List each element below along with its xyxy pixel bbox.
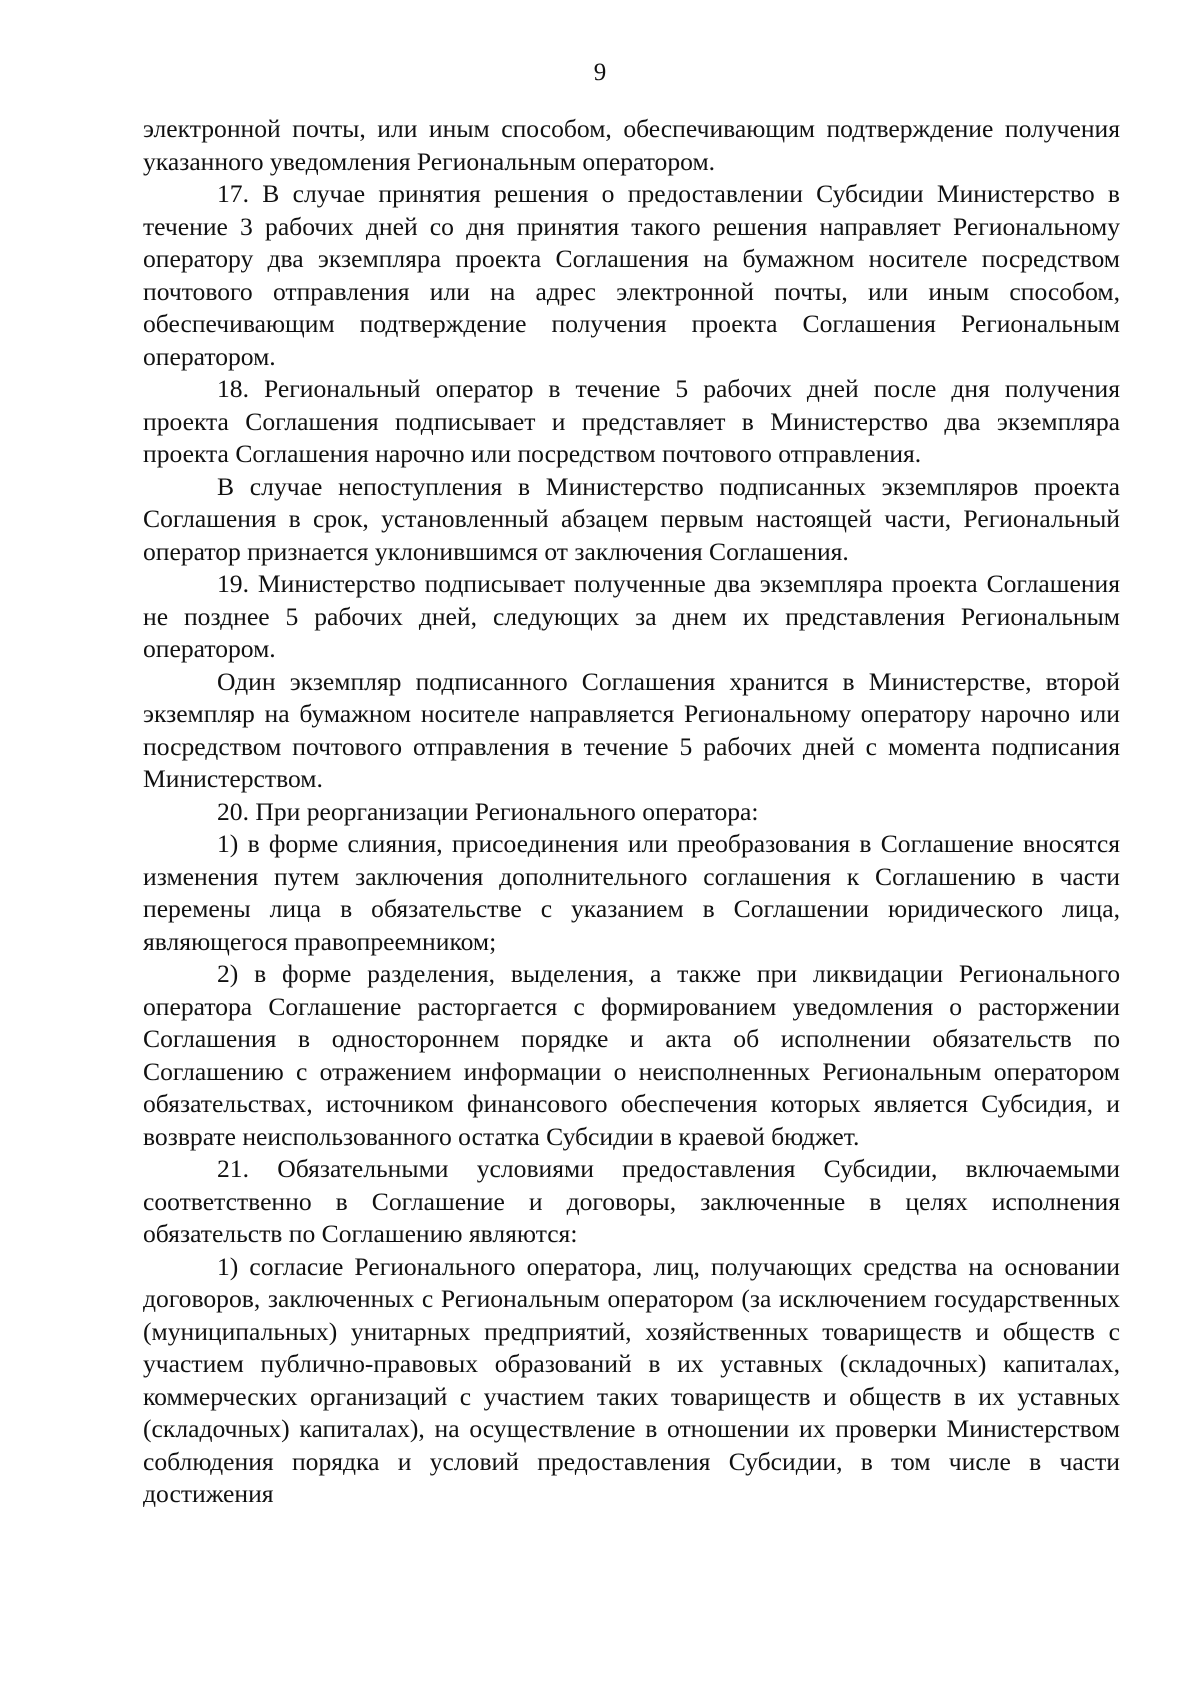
paragraph-item-21-sub-1: 1) согласие Регионального оператора, лиц, получающих средства на основании договоров, заключенных с Региональным оператором (за исключением государственных (муниципальных) унитарных предприятий, хозяйственных товариществ и обществ с участием публично-правовых образований в их уставных (складочных) капиталах, коммерческих организаций с участием таких товариществ и обществ в их уставных (складочных) капиталах), на осуществление в отношении их проверки Министерством соблюдения порядка и условий предоставления Субсидии, в том числе в части достижения <box>143 1251 1120 1508</box>
paragraph-continuation: электронной почты, или иным способом, обеспечивающим подтверждение получения указанного уведомления Региональным оператором. <box>143 114 1120 176</box>
paragraph-item-19-copies: Один экземпляр подписанного Соглашения хранится в Министерстве, второй экземпляр на бумажном носителе направляется Региональному оператору нарочно или посредством почтового отправления в течение 5 рабочих дней с момента подписания Министерством. <box>143 666 1120 793</box>
paragraph-item-21: 21. Обязательными условиями предоставления Субсидии, включаемыми соответственно в Соглашение и договоры, заключенные в целях исполнения обязательств по Соглашению являются: <box>143 1154 1120 1248</box>
paragraph-item-17: 17. В случае принятия решения о предоставлении Субсидии Министерство в течение 3 рабочих дней со дня принятия такого решения направляет Региональному оператору два экземпляра проекта Соглашения на бумажном носителе посредством почтового отправления или на адрес электронной почты, или иным способом, обеспечивающим подтверждение получения проекта Соглашения Региональным оператором. <box>143 179 1120 371</box>
paragraph-item-20-sub-2: 2) в форме разделения, выделения, а также при ликвидации Регионального оператора Соглашение расторгается с формированием уведомления о расторжении Соглашения в одностороннем порядке и акта об исполнении обязательств по Соглашению с отражением информации о неисполненных Региональным оператором обязательствах, источником финансового обеспечения которых является Субсидия, и возврате неиспользованного остатка Субсидии в краевой бюджет. <box>143 959 1120 1151</box>
paragraph-item-18-nonreceipt: В случае непоступления в Министерство подписанных экземпляров проекта Соглашения в срок, установленный абзацем первым настоящей части, Региональный оператор признается уклонившимся от заключения Соглашения. <box>143 471 1120 566</box>
paragraph-item-20: 20. При реорганизации Регионального оператора: <box>217 796 759 826</box>
paragraph-item-18: 18. Региональный оператор в течение 5 рабочих дней после дня получения проекта Соглашения подписывает и представляет в Министерство два экземпляра проекта Соглашения нарочно или посредством почтового отправления. <box>143 374 1120 468</box>
paragraph-item-20-sub-1: 1) в форме слияния, присоединения или преобразования в Соглашение вносятся изменения путем заключения дополнительного соглашения к Соглашению в части перемены лица в обязательстве с указанием в Соглашении юридического лица, являющегося правопреемником; <box>143 829 1120 956</box>
document-body <box>143 113 1120 1511</box>
page-number: 9 <box>593 59 607 86</box>
paragraph-item-19: 19. Министерство подписывает полученные два экземпляра проекта Соглашения не позднее 5 рабочих дней, следующих за днем их представления Региональным оператором. <box>143 569 1120 663</box>
